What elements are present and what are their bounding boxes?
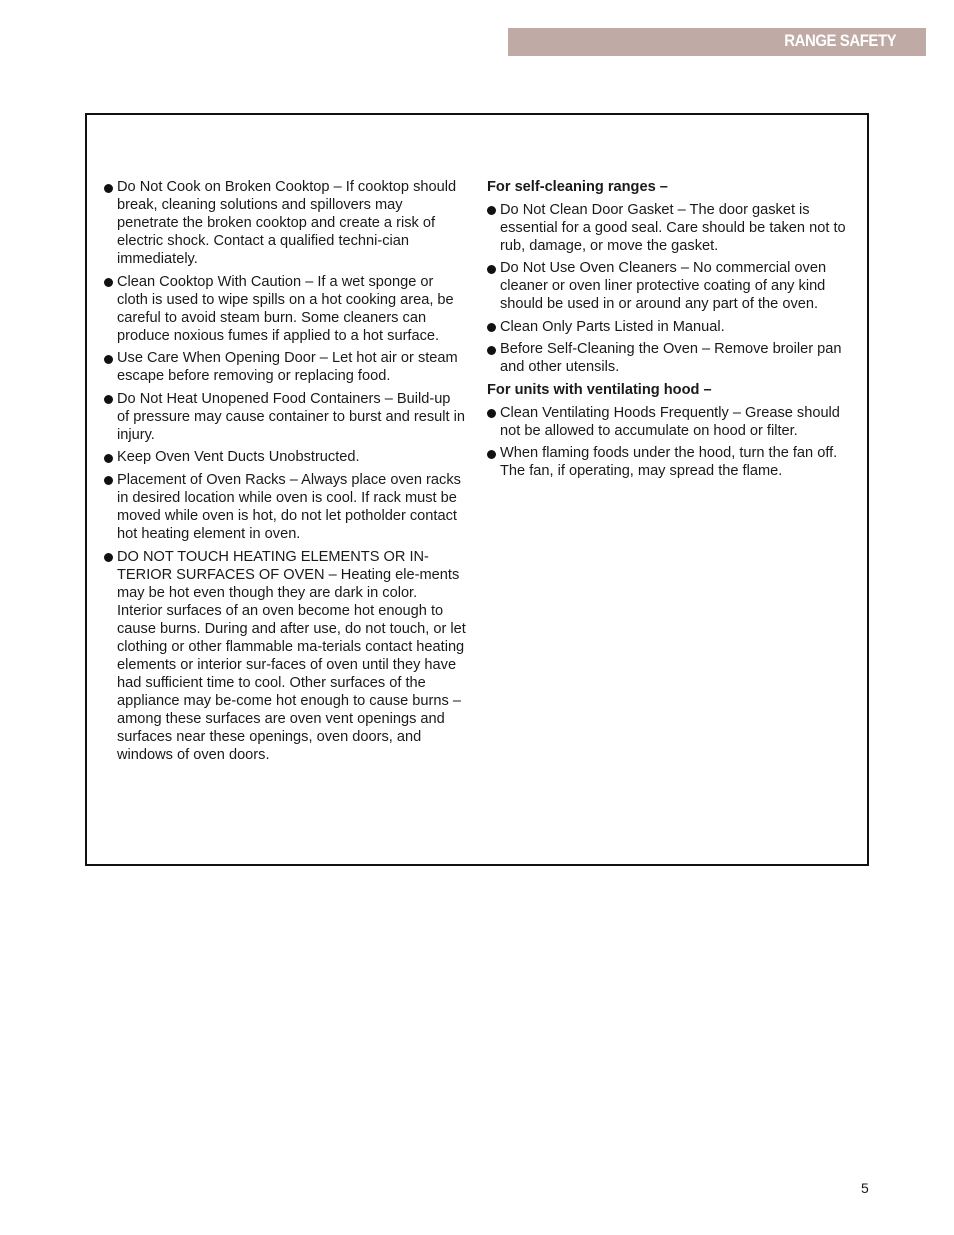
list-item-text: Clean Ventilating Hoods Frequently – Grease should not be allowed to accumulate on hood or filter.	[500, 404, 840, 439]
list-item-text: Do Not Use Oven Cleaners – No commercial oven cleaner or oven liner protective coating of any kind should be used in or around any part of the oven.	[500, 260, 827, 313]
bullet-icon	[487, 346, 496, 355]
section-header-bar	[508, 28, 926, 56]
list-item	[104, 349, 466, 385]
list-item-text: DO NOT TOUCH HEATING ELEMENTS OR IN-TERIOR SURFACES OF OVEN – Heating ele-ments may be hot even though they are dark in color. Interior surfaces of an oven become hot enough to cause burns. During and after use, do not touch, or let clothing or other flammable ma-terials contact heating elements or interior sur-faces of oven until they have had sufficient time to cool. Other surfaces of the appliance may be-come hot enough to cause burns – among these surfaces are oven vent openings and surfaces near these openings, oven doors, and windows of oven doors.	[117, 548, 466, 763]
page-number: 5	[861, 1180, 869, 1196]
bullet-icon	[487, 323, 496, 332]
bullet-icon	[104, 355, 113, 364]
list-item	[104, 548, 466, 764]
list-item	[487, 340, 859, 376]
bullet-icon	[104, 476, 113, 485]
bullet-icon	[104, 454, 113, 463]
bullet-icon	[104, 553, 113, 562]
list-item	[487, 444, 859, 480]
list-item	[487, 318, 859, 336]
right-column	[487, 178, 859, 485]
list-item-text: Clean Cooktop With Caution – If a wet sponge or cloth is used to wipe spills on a hot cooking area, be careful to avoid steam burn. Some cleaners can produce noxious fumes if applied to a hot surface.	[117, 273, 454, 344]
list-item	[487, 201, 859, 255]
list-item	[104, 390, 466, 444]
list-item	[104, 471, 466, 543]
list-item	[104, 273, 466, 345]
bullet-icon	[487, 409, 496, 418]
list-item-text: Do Not Cook on Broken Cooktop – If cooktop should break, cleaning solutions and spillovers may penetrate the broken cooktop and create a risk of electric shock. Contact a qualified techni-cian immediately.	[117, 179, 457, 267]
list-item-text: Clean Only Parts Listed in Manual.	[500, 318, 725, 335]
self-cleaning-heading: For self-cleaning ranges –	[487, 179, 668, 195]
list-item	[104, 448, 466, 466]
list-item-text: Placement of Oven Racks – Always place oven racks in desired location while oven is cool. If rack must be moved while oven is hot, do not let potholder contact hot heating element in oven.	[117, 471, 461, 542]
ventilating-hood-heading: For units with ventilating hood –	[487, 381, 712, 398]
list-item-text: Do Not Clean Door Gasket – The door gasket is essential for a good seal. Care should be taken not to rub, damage, or move the gasket.	[500, 201, 846, 254]
list-item	[104, 178, 466, 268]
list-item-text: When flaming foods under the hood, turn the fan off. The fan, if operating, may spread the flame.	[500, 445, 838, 480]
section-title: RANGE SAFETY	[784, 31, 896, 50]
list-item-text: Before Self-Cleaning the Oven – Remove broiler pan and other utensils.	[500, 341, 842, 376]
list-item-text: Keep Oven Vent Ducts Unobstructed.	[117, 449, 360, 466]
bullet-icon	[104, 395, 113, 404]
list-item-text: Use Care When Opening Door – Let hot air or steam escape before removing or replacing food.	[117, 350, 458, 385]
bullet-icon	[487, 450, 496, 459]
bullet-icon	[104, 278, 113, 287]
bullet-icon	[104, 184, 113, 193]
left-column	[104, 178, 466, 768]
bullet-icon	[487, 265, 496, 274]
bullet-icon	[487, 206, 496, 215]
list-item-text: Do Not Heat Unopened Food Containers – Build-up of pressure may cause container to burst and result in injury.	[117, 390, 465, 443]
list-item	[487, 404, 859, 440]
list-item	[487, 259, 859, 313]
